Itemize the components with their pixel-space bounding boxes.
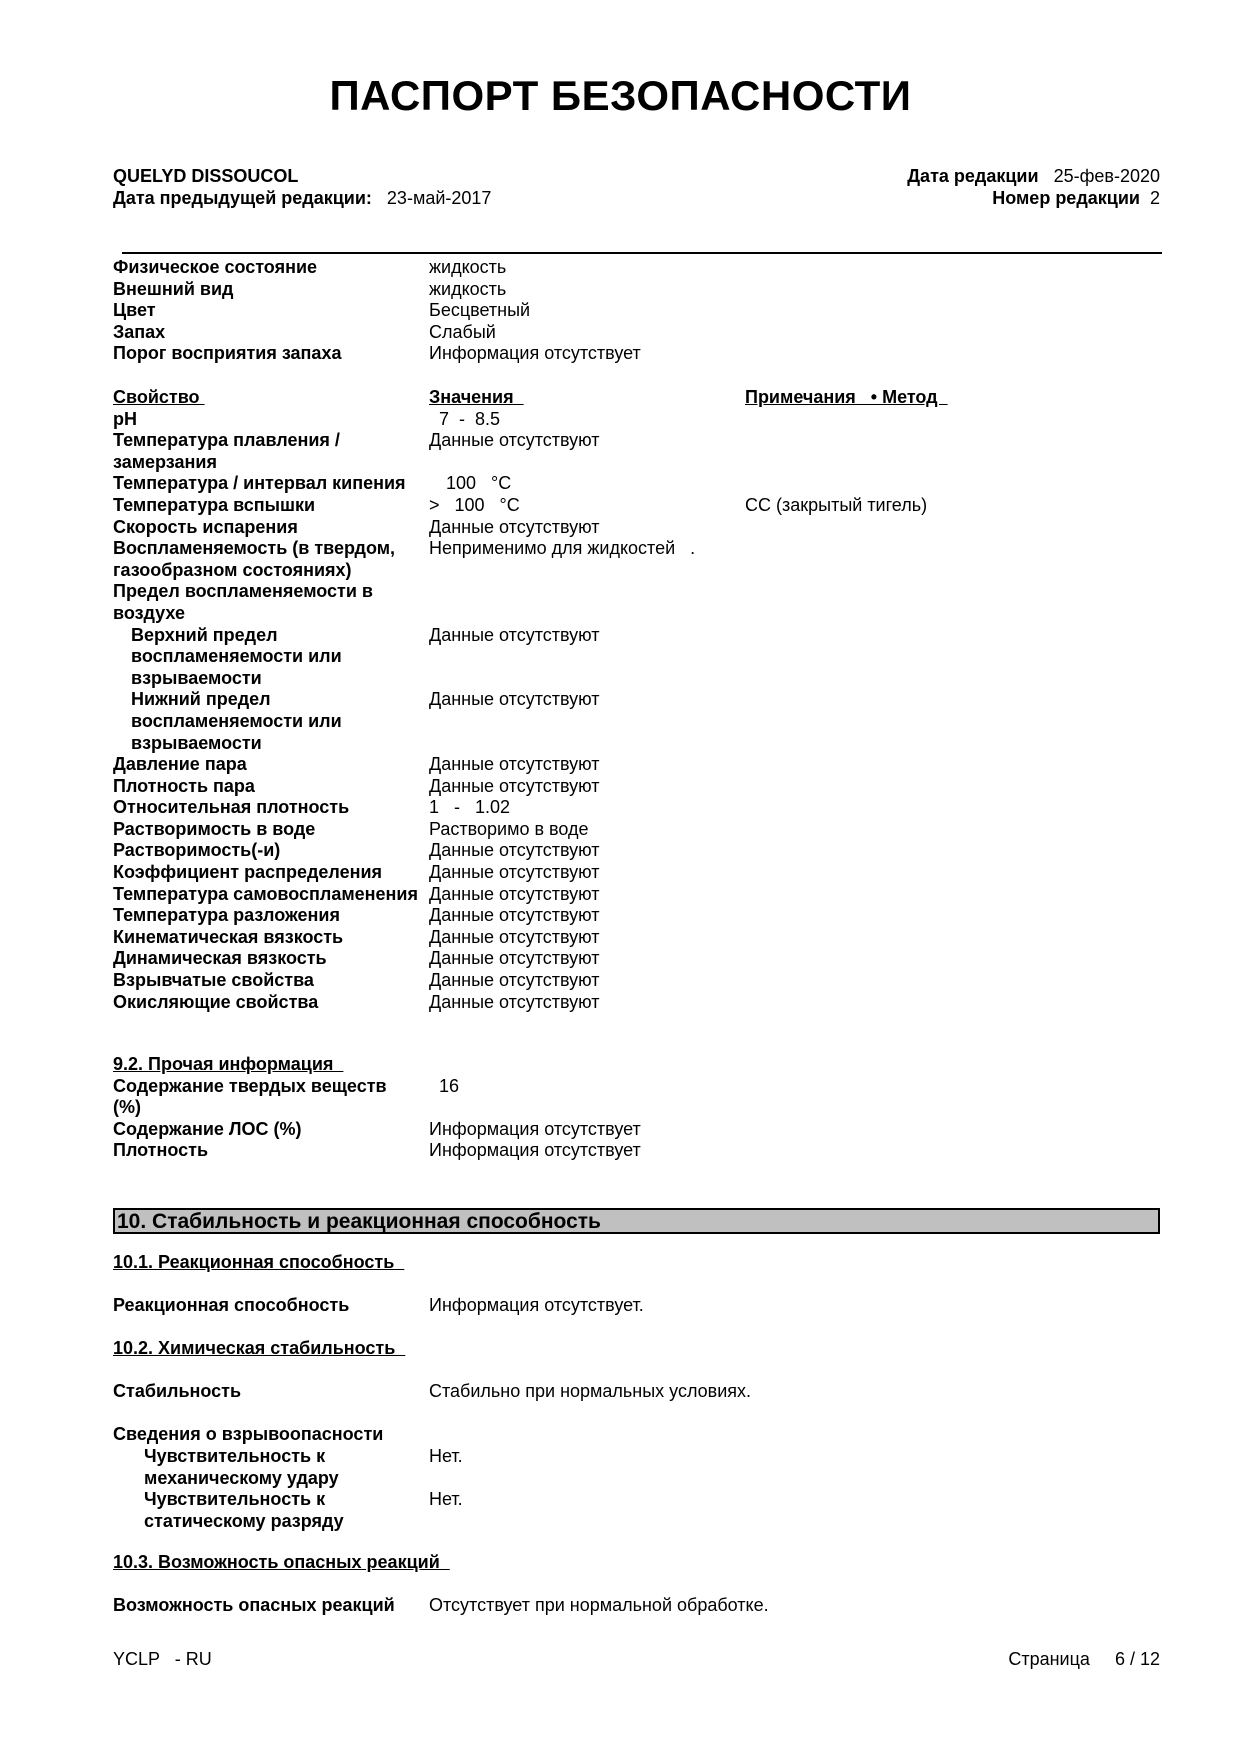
property-row	[113, 1119, 1173, 1141]
hazardous-reactions-value: Отсутствует при нормальной обработке.	[429, 1595, 769, 1615]
property-value: жидкость	[429, 257, 507, 277]
revision-date-value: 25-фев-2020	[1053, 166, 1160, 186]
page-label: Страница	[1008, 1649, 1090, 1669]
property-label: Содержание твердых веществ (%)	[113, 1075, 387, 1118]
property-label: Цвет	[113, 300, 156, 321]
property-row	[113, 948, 1173, 970]
property-label: Давление пара	[113, 754, 247, 775]
property-row	[113, 840, 1173, 862]
property-row	[113, 409, 1173, 431]
subsection-10-2-heading: 10.2. Химическая стабильность	[113, 1338, 406, 1358]
property-label: Температура плавления / замерзания	[113, 430, 340, 472]
property-row	[113, 473, 1173, 495]
property-value: Данные отсутствуют	[429, 430, 600, 451]
property-row	[113, 776, 1173, 798]
properties-header-row	[113, 387, 1173, 409]
property-row	[113, 862, 1173, 884]
revision-date	[907, 165, 1160, 187]
subsection-heading: 9.2. Прочая информация	[113, 1054, 344, 1074]
property-label: Верхний предел воспламеняемости или взрываемости	[131, 624, 342, 688]
property-value: Данные отсутствуют	[429, 991, 600, 1012]
property-label: Плотность	[113, 1140, 209, 1161]
property-row	[113, 689, 1173, 754]
property-value: Неприменимо для жидкостей .	[429, 538, 696, 559]
property-row	[113, 343, 1173, 365]
stability-label: Стабильность	[113, 1381, 242, 1401]
property-label: Растворимость(-и)	[113, 840, 281, 861]
property-row	[113, 322, 1173, 344]
property-label: Содержание ЛОС (%)	[113, 1118, 302, 1139]
mechanical-impact-label: Чувствительность к механическому удару	[144, 1446, 339, 1488]
column-header-notes: Примечания • Метод	[745, 387, 948, 407]
property-label: Температура самовоспламенения	[113, 883, 418, 904]
property-value: > 100 °C	[429, 494, 520, 515]
subsection-10-1-heading: 10.1. Реакционная способность	[113, 1252, 405, 1272]
reactivity-value: Информация отсутствует.	[429, 1295, 644, 1315]
property-row	[113, 257, 1173, 279]
static-discharge-label: Чувствительность к статическому разряду	[144, 1489, 344, 1531]
property-label: Окисляющие свойства	[113, 991, 319, 1012]
property-value: Данные отсутствуют	[429, 624, 600, 645]
property-value: Информация отсутствует	[429, 1140, 641, 1161]
property-row	[113, 1140, 1173, 1162]
property-label: Динамическая вязкость	[113, 948, 327, 969]
property-value: Данные отсутствуют	[429, 775, 600, 796]
property-row	[113, 797, 1173, 819]
property-label: Физическое состояние	[113, 257, 318, 277]
property-label: Температура вспышки	[113, 494, 316, 515]
property-row	[113, 970, 1173, 992]
reactivity-label: Реакционная способность	[113, 1295, 350, 1315]
property-label: Порог восприятия запаха	[113, 343, 342, 364]
property-label: Кинематическая вязкость	[113, 926, 344, 947]
property-value: 1 - 1.02	[429, 797, 511, 818]
property-value: Информация отсутствует	[429, 343, 641, 364]
stability-value: Стабильно при нормальных условиях.	[429, 1381, 752, 1401]
property-row	[113, 495, 1173, 517]
property-value: Данные отсутствуют	[429, 840, 600, 861]
property-value: Данные отсутствуют	[429, 970, 600, 991]
static-discharge-value: Нет.	[429, 1489, 463, 1509]
page-title: ПАСПОРТ БЕЗОПАСНОСТИ	[329, 72, 912, 119]
property-label: Запах	[113, 321, 166, 342]
property-label: pH	[113, 408, 137, 429]
property-value: 16	[429, 1075, 460, 1096]
property-value: Бесцветный	[429, 300, 531, 321]
property-row	[113, 430, 1173, 473]
property-label: Растворимость в воде	[113, 818, 316, 839]
mechanical-impact-value: Нет.	[429, 1446, 463, 1466]
property-value: Информация отсутствует	[429, 1118, 641, 1139]
other-information	[113, 1054, 1173, 1162]
column-header-property: Свойство	[113, 387, 205, 407]
footer-code: YCLP - RU	[113, 1649, 212, 1669]
property-label: Взрывчатые свойства	[113, 970, 314, 991]
property-row	[113, 279, 1173, 301]
property-label: Коэффициент распределения	[113, 862, 383, 883]
property-value: Данные отсутствуют	[429, 926, 600, 947]
property-label: Скорость испарения	[113, 516, 298, 537]
property-value: Данные отсутствуют	[429, 754, 600, 775]
properties-table	[113, 387, 1173, 1013]
property-value: 100 °C	[436, 473, 512, 494]
product-name: QUELYD DISSOUCOL	[113, 166, 299, 186]
property-label: Предел воспламеняемости в воздухе	[113, 581, 373, 623]
property-row	[113, 1076, 1173, 1119]
property-label: Воспламеняемость (в твердом, газообразном состояниях)	[113, 538, 396, 580]
property-note: CC (закрытый тигель)	[745, 494, 928, 515]
property-row	[113, 625, 1173, 690]
subsection-10-3-heading: 10.3. Возможность опасных реакций	[113, 1552, 450, 1572]
hazardous-reactions-label: Возможность опасных реакций	[113, 1595, 395, 1615]
property-label: Нижний предел воспламеняемости или взрываемости	[131, 689, 342, 753]
property-row	[113, 884, 1173, 906]
property-row	[113, 300, 1173, 322]
explosion-info-label: Сведения о взрывоопасности	[113, 1424, 384, 1444]
property-row	[113, 538, 1173, 581]
basic-properties	[113, 257, 1173, 365]
property-label: Плотность пара	[113, 775, 255, 796]
section-10-title: 10. Стабильность и реакционная способность	[113, 1208, 1160, 1234]
property-value: Данные отсутствуют	[429, 905, 600, 926]
property-label: Внешний вид	[113, 278, 234, 299]
previous-revision	[113, 187, 491, 209]
property-value: Данные отсутствуют	[429, 689, 600, 710]
property-value: Данные отсутствуют	[429, 516, 600, 537]
property-row	[113, 517, 1173, 539]
property-value: жидкость	[429, 278, 507, 299]
property-value: Данные отсутствуют	[429, 948, 600, 969]
column-header-values: Значения	[429, 387, 524, 407]
revision-date-label: Дата редакции	[907, 166, 1039, 186]
page-number	[1008, 1649, 1160, 1670]
property-row	[113, 581, 1173, 624]
property-label: Температура разложения	[113, 905, 340, 926]
property-row	[113, 992, 1173, 1014]
page-value: 6 / 12	[1114, 1649, 1160, 1669]
revision-number-value: 2	[1149, 188, 1160, 208]
revision-number-label: Номер редакции	[992, 188, 1140, 208]
property-row	[113, 754, 1173, 776]
property-value: Растворимо в воде	[429, 818, 589, 839]
property-row	[113, 819, 1173, 841]
previous-revision-value: 23-май-2017	[386, 188, 492, 208]
property-value: Слабый	[429, 321, 496, 342]
header-divider	[122, 252, 1162, 254]
property-value: Данные отсутствуют	[429, 883, 600, 904]
revision-number	[992, 187, 1160, 209]
property-value: Данные отсутствуют	[429, 862, 600, 883]
property-row	[113, 927, 1173, 949]
property-label: Температура / интервал кипения	[113, 473, 406, 494]
property-value: 7 - 8.5	[429, 408, 501, 429]
property-label: Относительная плотность	[113, 797, 350, 818]
previous-revision-label: Дата предыдущей редакции:	[113, 188, 372, 208]
property-row	[113, 905, 1173, 927]
